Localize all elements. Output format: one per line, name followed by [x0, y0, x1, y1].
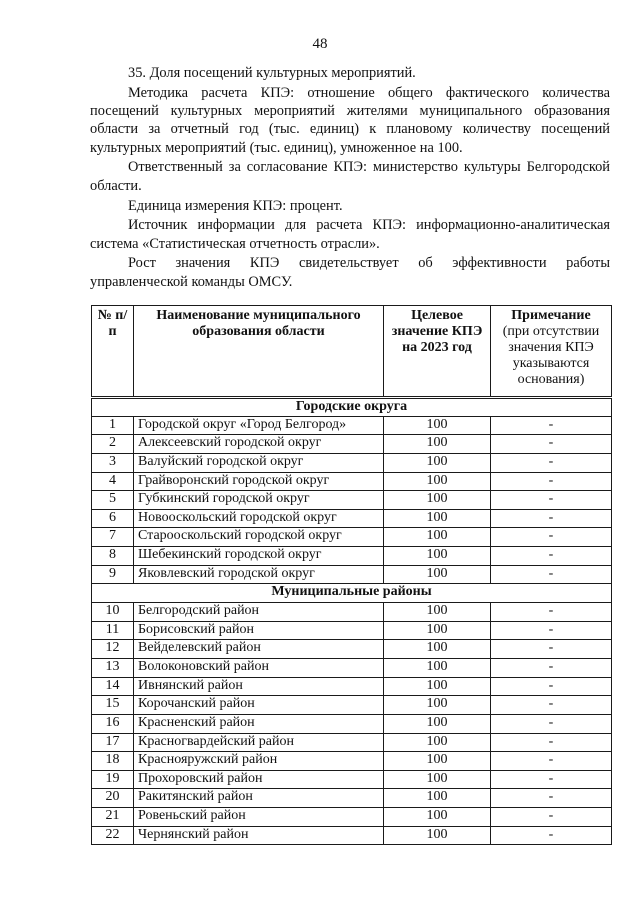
target-value: 100: [384, 491, 491, 510]
target-value: 100: [384, 453, 491, 472]
row-note: -: [491, 789, 612, 808]
row-note: -: [491, 808, 612, 827]
municipality-name: Городской округ «Город Белгород»: [134, 416, 384, 435]
table-row: [92, 752, 612, 771]
header-note: [491, 306, 612, 398]
municipality-name: Яковлевский городской округ: [134, 565, 384, 584]
row-note: -: [491, 491, 612, 510]
row-number: 4: [92, 472, 134, 491]
row-note: -: [491, 696, 612, 715]
municipality-name: Вейделевский район: [134, 640, 384, 659]
row-number: 3: [92, 453, 134, 472]
table-row: [92, 826, 612, 845]
row-number: 16: [92, 714, 134, 733]
row-number: 12: [92, 640, 134, 659]
row-note: -: [491, 733, 612, 752]
row-number: 2: [92, 435, 134, 454]
municipality-name: Валуйский городской округ: [134, 453, 384, 472]
row-note: -: [491, 603, 612, 622]
row-number: 17: [92, 733, 134, 752]
target-value: 100: [384, 640, 491, 659]
row-note: -: [491, 714, 612, 733]
target-value: 100: [384, 621, 491, 640]
row-note: -: [491, 752, 612, 771]
section-title: Муниципальные районы: [92, 584, 612, 603]
row-note: -: [491, 640, 612, 659]
kpi-unit: Единица измерения КПЭ: процент.: [128, 197, 343, 214]
table-row: [92, 640, 612, 659]
municipality-name: Грайворонский городской округ: [134, 472, 384, 491]
target-value: 100: [384, 509, 491, 528]
target-value: 100: [384, 696, 491, 715]
kpi-table: [91, 305, 612, 845]
table-row: [92, 621, 612, 640]
kpi-description: [90, 64, 610, 293]
row-note: -: [491, 826, 612, 845]
target-value: 100: [384, 808, 491, 827]
section-title: Городские округа: [92, 398, 612, 417]
row-number: 13: [92, 658, 134, 677]
row-number: 11: [92, 621, 134, 640]
row-number: 7: [92, 528, 134, 547]
header-num: № п/п: [92, 306, 134, 398]
municipality-name: Красногвардейский район: [134, 733, 384, 752]
row-number: 10: [92, 603, 134, 622]
kpi-interpretation: Рост значения КПЭ свидетельствует об эффективности работы управленческой команды ОМСУ.: [90, 255, 610, 290]
kpi-title: 35. Доля посещений культурных мероприятий.: [128, 65, 416, 81]
table-row: [92, 435, 612, 454]
target-value: 100: [384, 770, 491, 789]
row-number: 20: [92, 789, 134, 808]
row-number: 14: [92, 677, 134, 696]
table-row: [92, 733, 612, 752]
table-row: [92, 770, 612, 789]
row-number: 8: [92, 547, 134, 566]
row-note: -: [491, 770, 612, 789]
header-value: Целевое значение КПЭ на 2023 год: [384, 306, 491, 398]
kpi-methodology: Методика расчета КПЭ: отношение общего фактического количества посещений культурных мероприятий жителями муниципального образования области за отчетный год (тыс. единиц) к плановому количеству посещений культурных мероприятий (тыс. единиц), умноженное на 100.: [90, 84, 610, 156]
row-note: -: [491, 416, 612, 435]
row-note: -: [491, 547, 612, 566]
municipality-name: Красненский район: [134, 714, 384, 733]
municipality-name: Чернянский район: [134, 826, 384, 845]
row-note: -: [491, 509, 612, 528]
table-row: [92, 416, 612, 435]
row-number: 5: [92, 491, 134, 510]
table-row: [92, 714, 612, 733]
row-note: -: [491, 528, 612, 547]
target-value: 100: [384, 416, 491, 435]
municipality-name: Новооскольский городской округ: [134, 509, 384, 528]
municipality-name: Краснояружский район: [134, 752, 384, 771]
row-note: -: [491, 677, 612, 696]
table-row: [92, 453, 612, 472]
row-number: 18: [92, 752, 134, 771]
target-value: 100: [384, 677, 491, 696]
target-value: 100: [384, 733, 491, 752]
row-note: -: [491, 565, 612, 584]
table-row: [92, 696, 612, 715]
municipality-name: Губкинский городской округ: [134, 491, 384, 510]
table-row: [92, 565, 612, 584]
page-number: 48: [312, 36, 328, 52]
row-note: -: [491, 435, 612, 454]
table-row: [92, 789, 612, 808]
table-header-row: [92, 306, 612, 398]
municipality-name: Волоконовский район: [134, 658, 384, 677]
row-note: -: [491, 453, 612, 472]
table-row: [92, 808, 612, 827]
target-value: 100: [384, 789, 491, 808]
municipality-name: Корочанский район: [134, 696, 384, 715]
target-value: 100: [384, 528, 491, 547]
row-number: 15: [92, 696, 134, 715]
row-number: 1: [92, 416, 134, 435]
table-row: [92, 658, 612, 677]
row-number: 22: [92, 826, 134, 845]
municipality-name: Белгородский район: [134, 603, 384, 622]
header-note-title: Примечание: [511, 308, 591, 323]
table-row: [92, 603, 612, 622]
row-note: -: [491, 658, 612, 677]
section-row: [92, 398, 612, 417]
table-row: [92, 547, 612, 566]
header-name: Наименование муниципального образования области: [134, 306, 384, 398]
table-body: [92, 398, 612, 845]
target-value: 100: [384, 565, 491, 584]
target-value: 100: [384, 714, 491, 733]
municipality-name: Ивнянский район: [134, 677, 384, 696]
kpi-source: Источник информации для расчета КПЭ: информационно-аналитическая система «Статистическая отчетность отрасли».: [90, 217, 610, 252]
target-value: 100: [384, 752, 491, 771]
municipality-name: Прохоровский район: [134, 770, 384, 789]
target-value: 100: [384, 472, 491, 491]
row-note: -: [491, 621, 612, 640]
table-row: [92, 677, 612, 696]
kpi-responsible: Ответственный за согласование КПЭ: министерство культуры Белгородской области.: [90, 159, 610, 194]
target-value: 100: [384, 826, 491, 845]
section-row: [92, 584, 612, 603]
target-value: 100: [384, 603, 491, 622]
municipality-name: Шебекинский городской округ: [134, 547, 384, 566]
row-number: 6: [92, 509, 134, 528]
municipality-name: Ровеньский район: [134, 808, 384, 827]
row-note: -: [491, 472, 612, 491]
target-value: 100: [384, 658, 491, 677]
municipality-name: Борисовский район: [134, 621, 384, 640]
target-value: 100: [384, 547, 491, 566]
row-number: 19: [92, 770, 134, 789]
municipality-name: Старооскольский городской округ: [134, 528, 384, 547]
row-number: 9: [92, 565, 134, 584]
table-row: [92, 491, 612, 510]
table-row: [92, 528, 612, 547]
municipality-name: Алексеевский городской округ: [134, 435, 384, 454]
table-row: [92, 472, 612, 491]
target-value: 100: [384, 435, 491, 454]
row-number: 21: [92, 808, 134, 827]
header-note-subtitle: (при отсутствии значения КПЭ указываются основания): [502, 324, 600, 387]
table-row: [92, 509, 612, 528]
municipality-name: Ракитянский район: [134, 789, 384, 808]
